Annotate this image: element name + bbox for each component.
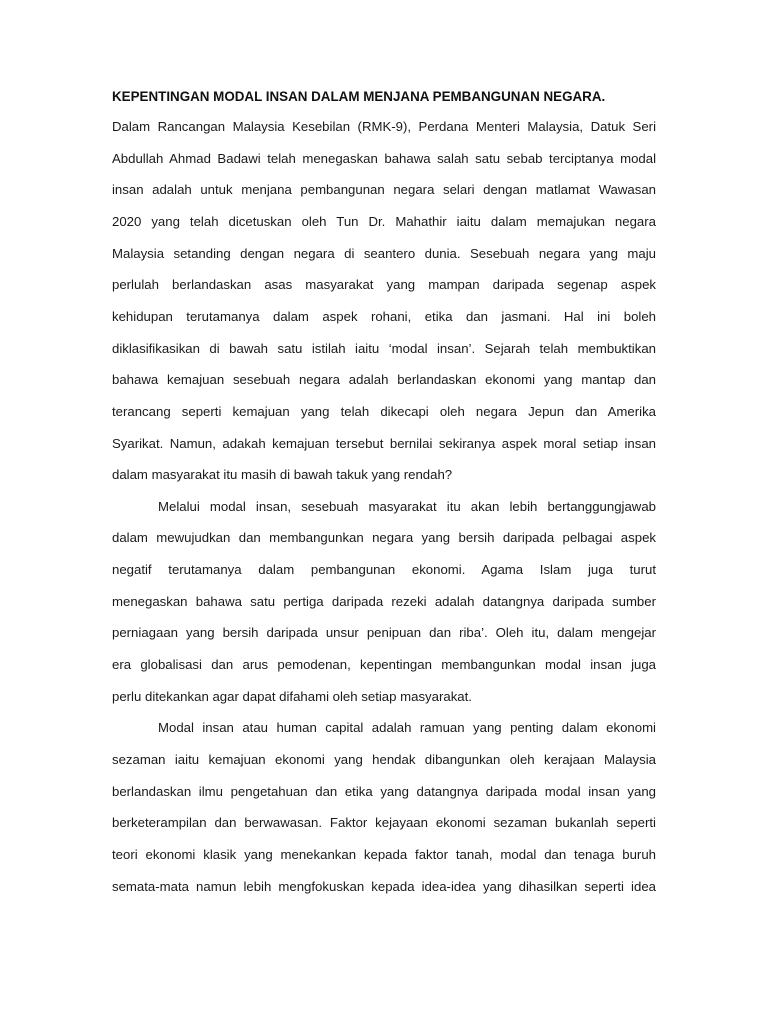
paragraph-3-line: semata-mata namun lebih mengfokuskan kepada idea-idea yang dihasilkan seperti idea — [112, 878, 656, 894]
paragraph-1-line: diklasifikasikan di bawah satu istilah iaitu ‘modal insan’. Sejarah telah membuktikan — [112, 340, 656, 356]
paragraph-2-line: perlu ditekankan agar dapat difahami oleh setiap masyarakat. — [112, 688, 472, 704]
paragraph-2-line: perniagaan yang bersih daripada unsur penipuan dan riba’. Oleh itu, dalam mengejar — [112, 625, 656, 641]
paragraph-1-line: insan adalah untuk menjana pembangunan negara selari dengan matlamat Wawasan — [112, 182, 656, 198]
paragraph-1-line: kehidupan terutamanya dalam aspek rohani, etika dan jasmani. Hal ini boleh — [112, 308, 656, 324]
paragraph-3-line: berlandaskan ilmu pengetahuan dan etika yang datangnya daripada modal insan yang — [112, 783, 656, 799]
paragraph-1-line: Abdullah Ahmad Badawi telah menegaskan bahawa salah satu sebab terciptanya modal — [112, 150, 656, 166]
document-title: KEPENTINGAN MODAL INSAN DALAM MENJANA PEMBANGUNAN NEGARA. — [112, 89, 606, 104]
paragraph-3-line: teori ekonomi klasik yang menekankan kepada faktor tanah, modal dan tenaga buruh — [112, 846, 656, 862]
paragraph-3-line: sezaman iaitu kemajuan ekonomi yang hendak dibangunkan oleh kerajaan Malaysia — [112, 752, 656, 767]
paragraph-1-line: 2020 yang telah dicetuskan oleh Tun Dr. Mahathir iaitu dalam memajukan negara — [112, 213, 656, 229]
paragraph-2-line: Melalui modal insan, sesebuah masyarakat itu akan lebih bertanggungjawab — [158, 498, 656, 514]
paragraph-1-line: Dalam Rancangan Malaysia Kesebilan (RMK-9), Perdana Menteri Malaysia, Datuk Seri — [112, 119, 656, 134]
paragraph-2-line: menegaskan bahawa satu pertiga daripada rezeki adalah datangnya daripada sumber — [112, 593, 656, 609]
paragraph-1-line: Syarikat. Namun, adakah kemajuan tersebut bernilai sekiranya aspek moral setiap insan — [112, 435, 656, 451]
paragraph-3-line: Modal insan atau human capital adalah ramuan yang penting dalam ekonomi — [158, 720, 656, 736]
paragraph-2-line: negatif terutamanya dalam pembangunan ekonomi. Agama Islam juga turut — [112, 562, 656, 578]
paragraph-1-line: perlulah berlandaskan asas masyarakat yang mampan daripada segenap aspek — [112, 277, 656, 293]
paragraph-3-line: berketerampilan dan berwawasan. Faktor kejayaan ekonomi sezaman bukanlah seperti — [112, 815, 656, 831]
paragraph-1-line: Malaysia setanding dengan negara di seantero dunia. Sesebuah negara yang maju — [112, 245, 656, 261]
paragraph-1-line: terancang seperti kemajuan yang telah dikecapi oleh negara Jepun dan Amerika — [112, 403, 656, 419]
paragraph-2-line: era globalisasi dan arus pemodenan, kepentingan membangunkan modal insan juga — [112, 657, 656, 673]
paragraph-1-line: bahawa kemajuan sesebuah negara adalah berlandaskan ekonomi yang mantap dan — [112, 372, 656, 388]
paragraph-2-line: dalam mewujudkan dan membangunkan negara yang bersih daripada pelbagai aspek — [112, 530, 656, 546]
paragraph-1-line: dalam masyarakat itu masih di bawah takuk yang rendah? — [112, 467, 453, 483]
